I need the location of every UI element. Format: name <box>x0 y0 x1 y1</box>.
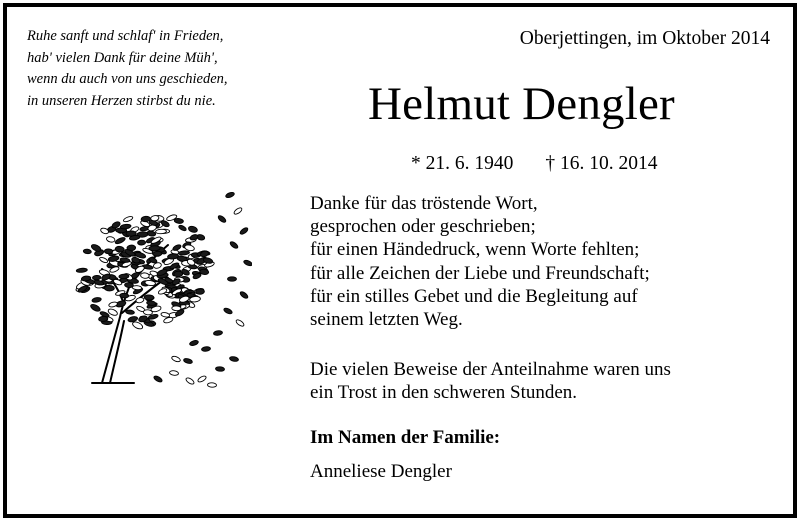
comfort-line: Die vielen Beweise der Anteilnahme waren uns <box>310 359 671 380</box>
comfort-line: ein Trost in den schweren Stunden. <box>310 382 578 404</box>
poem-line: in unseren Herzen stirbst du nie. <box>27 92 216 109</box>
thanks-line: seinem letzten Weg. <box>310 309 463 331</box>
deceased-name: Helmut Dengler <box>368 78 675 130</box>
thanks-paragraph <box>310 192 650 331</box>
comfort-paragraph <box>310 358 671 404</box>
poem-line: Ruhe sanft und schlaf' in Frieden, <box>27 28 224 44</box>
family-heading: Im Namen der Familie: <box>310 427 501 448</box>
thanks-line: für einen Händedruck, wenn Worte fehlten; <box>310 239 640 261</box>
thanks-line: Danke für das tröstende Wort, <box>310 193 538 214</box>
signer-name: Anneliese Dengler <box>310 461 452 482</box>
life-dates <box>411 152 658 176</box>
thanks-line: für alle Zeichen der Liebe und Freundschaft; <box>310 262 650 284</box>
tree-foliage <box>75 214 214 331</box>
birth-date: * 21. 6. 1940 <box>411 153 514 174</box>
poem-verse <box>27 26 287 112</box>
windblown-tree-icon <box>62 183 252 393</box>
death-date: † 16. 10. 2014 <box>545 153 658 174</box>
place-and-date: Oberjettingen, im Oktober 2014 <box>519 28 770 49</box>
poem-line: hab' vielen Dank für deine Müh', <box>27 49 218 66</box>
poem-line: wenn du auch von uns geschieden, <box>27 71 228 87</box>
thanks-line: für ein stilles Gebet und die Begleitung auf <box>310 285 638 307</box>
thanks-line: gesprochen oder geschrieben; <box>310 216 536 238</box>
